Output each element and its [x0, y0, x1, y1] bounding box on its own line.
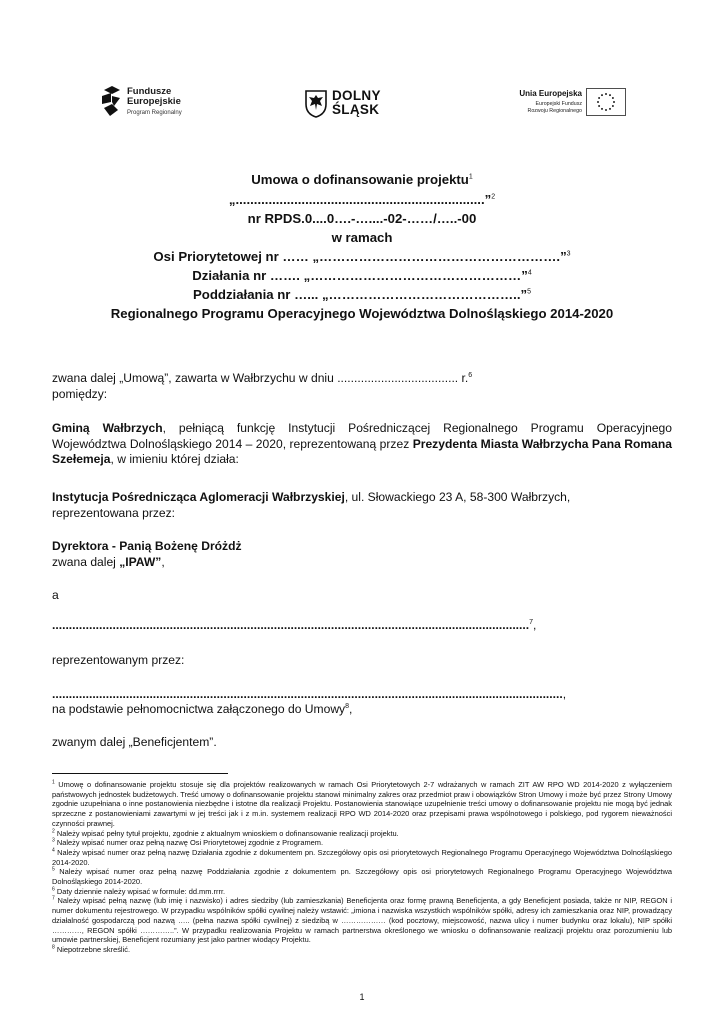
footnote-3 — [52, 838, 672, 848]
fe-name-line1: Fundusze — [127, 86, 172, 97]
footnote-7 — [52, 896, 672, 945]
project-title-placeholder: „....................................................................” — [228, 192, 492, 207]
attorney-line — [52, 702, 672, 718]
fe-sub: Program Regionalny — [127, 110, 182, 116]
footnote-6 — [52, 887, 672, 897]
title-line-6 — [40, 268, 684, 283]
and-conjunction: a — [52, 588, 59, 602]
footnote-number: 1 — [52, 779, 55, 786]
footnote-number: 4 — [52, 847, 55, 854]
party-1-text-a: , pełniącą funkcję Instytucji Pośredniczącej Regionalnego Programu Operacyjnego Województwa Dolnośląskiego 2014 – 2020, reprezentowaną przez — [52, 421, 672, 451]
footnote-ref-4[interactable]: 4 — [527, 269, 532, 277]
footnote-number: 6 — [52, 886, 55, 893]
footnote-text: Należy wpisać pełną nazwę (lub imię i nazwisko) i adres siedziby (lub zamieszkania) Beneficjenta oraz formę prawną Beneficjenta, a gdy Beneficjent posiada, także nr NIP, REGON i numer dokumentu rejestrowego. W przypadku wspólników spółki cywilnej należy wstawić: „imiona i nazwiska wszystkich wspólników spółki, adresy ich zamieszkania oraz NIP, prowadzący działalność gospodarczą pod nazwą ….. (pełna nazwa spółki cywilnej) z siedzibą w ……………… (kod pocztowy, miejscowość, nazwa ulicy i numer budynku oraz lokalu), NIP spółki …………, REGON spółki …………..”. W przypadku realizowania Projektu w ramach partnerstwa określonego we wniosku o dofinansowanie realizacji projektu oraz porozumieniu lub umowie partnerskiej, Beneficjent rozumiany jest jako partner wiodący Projektu. — [52, 896, 672, 945]
ipaw-rep-label: reprezentowana przez: — [52, 505, 176, 520]
fe-name-line2: Europejskie — [127, 96, 181, 107]
footnote-1 — [52, 780, 672, 829]
called-beneficiary: zwanym dalej „Beneficjentem”. — [52, 735, 217, 749]
footnote-number: 7 — [52, 895, 55, 902]
ipaw-short-name: „IPAW” — [119, 554, 162, 569]
footnote-number: 3 — [52, 837, 55, 844]
footnote-text: Należy wpisać pełny tytuł projektu, zgodnie z aktualnym wnioskiem o dofinansowanie realizacji projektu. — [54, 828, 399, 838]
footnotes-section — [52, 780, 672, 955]
footnote-ref-7[interactable]: 7 — [529, 618, 534, 626]
sub-measure: Poddziałania nr …... „……………………………………..” — [192, 287, 528, 302]
ue-sub-line2: Rozwoju Regionalnego — [527, 107, 582, 114]
title-line-5 — [40, 249, 684, 264]
party-1-text-b: , w imieniu której działa: — [110, 452, 239, 466]
footnote-text: Daty dziennie należy wpisać w formule: dd.mm.rrrr. — [54, 886, 226, 896]
attorney-suffix: , — [349, 702, 353, 716]
footnote-number: 5 — [52, 866, 55, 873]
ipaw-address: , ul. Słowackiego 23 A, 58-300 Wałbrzych, — [344, 490, 571, 504]
footnote-ref-2[interactable]: 2 — [491, 193, 496, 201]
footnote-text: Należy wpisać numer oraz pełną nazwę Działania zgodnie z dokumentem pn. Szczegółowy opis osi priorytetowych Regionalnego Programu Operacyjnego Województwa Dolnośląskiego 2014-2020. — [52, 847, 672, 867]
representative-line — [52, 687, 672, 703]
ds-wordmark — [332, 89, 381, 117]
footnote-ref-6[interactable]: 6 — [468, 371, 473, 379]
called-prefix: zwana dalej — [52, 554, 120, 569]
fundusze-europejskie-star-icon — [100, 84, 122, 118]
unia-europejska-logo — [508, 88, 626, 120]
fundusze-europejskie-logo — [100, 84, 220, 120]
measure: Działania nr ……. „…………………………………………” — [192, 268, 528, 283]
beneficiary-suffix: , — [533, 618, 537, 632]
called-suffix: , — [161, 554, 165, 569]
title-line-3 — [40, 211, 684, 226]
fe-name — [127, 87, 181, 107]
footnote-ref-5[interactable]: 5 — [527, 288, 531, 296]
footnote-5 — [52, 867, 672, 886]
director-paragraph — [52, 539, 672, 570]
beneficiary-line — [52, 618, 672, 634]
footnote-number: 2 — [52, 828, 55, 835]
attorney-text: na podstawie pełnomocnictwa załączonego do Umowy — [52, 702, 346, 716]
ue-sub-line1: Europejski Fundusz — [535, 101, 582, 107]
footnote-separator — [52, 773, 228, 774]
footnote-text: Należy wpisać numer oraz pełną nazwę Osi Priorytetowej zgodnie z Programem. — [54, 838, 324, 848]
beneficiary-placeholder[interactable]: .............................................................................................................................................. — [52, 618, 530, 632]
title-line-4 — [40, 230, 684, 245]
intro-paragraph — [52, 371, 672, 402]
footnote-text: Niepotrzebne skreślić. — [54, 944, 131, 954]
party-1-name: Gminą Wałbrzych — [52, 421, 163, 435]
intro-line-1: zwana dalej „Umową”, zawarta w Wałbrzychu w dniu .................................... r. — [52, 371, 469, 385]
footnote-text: Należy wpisać numer oraz pełną nazwę Poddziałania zgodnie z dokumentem pn. Szczegółowy opis osi priorytetowych Regionalnego Programu Operacyjnego Województwa Dolnośląskiego 2014-2020. — [52, 867, 672, 887]
party-1-representative: Prezydenta Miasta Wałbrzycha Pana Romana Szełemeja — [52, 436, 672, 466]
title-text: Umowa o dofinansowanie projektu — [251, 172, 469, 187]
title-line-2 — [40, 192, 684, 207]
title-line-7 — [40, 287, 684, 302]
footnote-8 — [52, 945, 672, 955]
footnote-text: Umowę o dofinansowanie projektu stosuje się dla projektów realizowanych w ramach Osi Priorytetowych 2-7 wdrażanych w ramach ZIT AW RPO WD 2014-2020 z wyłączeniem państwowych jednostek budżetowych. Treść umowy o dofinansowanie projektu stanowi minimalny zakres oraz przedmiot praw i obowiązków Stron Umowy i może być przez Strony Umowy zgodnie uzupełniana o inne postanowienia niezbędne i istotne dla realizacji Projektu. Postanowienia stanowiące uzupełnienie treści umowy o dofinansowanie projektu nie mogą być jednak sprzeczne z postanowieniami zawartymi w jej treści jak i z m.in. systemem realizacji RPO WD 2014-2020 oraz przepisami prawa wspólnotowego i polskiego, pod rygorem nieważności czynności prawnej. — [52, 780, 672, 828]
party-1-paragraph — [52, 421, 672, 468]
footnote-ref-8[interactable]: 8 — [345, 702, 350, 710]
footnote-number: 8 — [52, 944, 55, 951]
ipaw-name: Instytucja Pośrednicząca Aglomeracji Wałbrzyskiej — [52, 490, 345, 504]
ue-title: Unia Europejska — [519, 89, 582, 98]
representative-suffix: , — [562, 687, 567, 701]
contract-number: nr RPDS.0....0….-…....-02-……/…..-00 — [247, 211, 477, 226]
director-name: Dyrektora - Panią Bożenę Dróżdż — [52, 539, 242, 553]
footnote-ref-1[interactable]: 1 — [468, 173, 473, 181]
title-line-8 — [40, 306, 684, 321]
eu-flag-icon — [586, 88, 626, 116]
priority-axis: Osi Priorytetowej nr …… „……………………………………………….” — [153, 249, 567, 264]
eagle-icon — [303, 88, 329, 118]
title-line-1 — [40, 172, 684, 187]
program-name: Regionalnego Programu Operacyjnego Województwa Dolnośląskiego 2014-2020 — [110, 306, 614, 321]
footnote-4 — [52, 848, 672, 867]
page-number: 1 — [359, 992, 365, 1002]
ds-line2: ŚLĄSK — [332, 102, 380, 117]
footnote-2 — [52, 829, 672, 839]
representative-placeholder[interactable]: ........................................................................................................................................................ — [52, 687, 563, 701]
ue-sub — [528, 101, 582, 114]
intro-line-2: pomiędzy: — [52, 386, 108, 401]
represented-label: reprezentowanym przez: — [52, 653, 185, 667]
ds-line1: DOLNY — [332, 88, 381, 103]
w-ramach: w ramach — [331, 230, 393, 245]
footnote-ref-3[interactable]: 3 — [566, 250, 571, 258]
ipaw-paragraph — [52, 490, 672, 521]
dolny-slask-logo — [303, 88, 395, 118]
